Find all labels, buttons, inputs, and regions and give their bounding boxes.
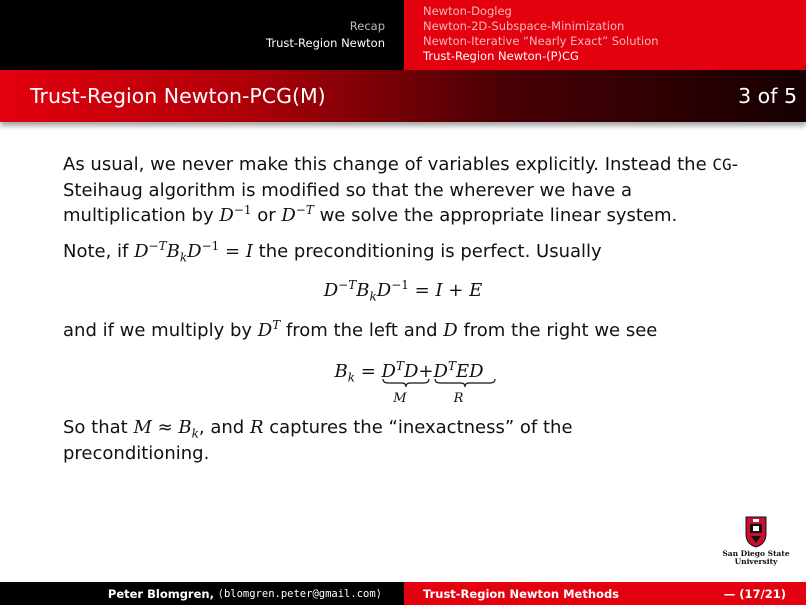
footer-author-block: [0, 582, 404, 605]
nav-section-trust-region-newton[interactable]: Trust-Region Newton: [266, 36, 385, 50]
cg-acronym: CG: [712, 155, 732, 174]
paragraph-conclusion: So that $M \approx B_k$, and R captures the “inexactness” of the preconditioning.: [63, 417, 573, 464]
footer-author: Peter Blomgren,: [107, 586, 214, 601]
underbrace-r: $D^TED$ R: [434, 359, 484, 385]
paragraph-preconditioning: Note, if $D^{-T}B_kD^{-1} = I$ the preconditioning is perfect. Usually: [63, 238, 602, 265]
display-equation-1: $D^{-T}B_kD^{-1} = I + E$: [323, 278, 483, 304]
shield-icon: [745, 516, 767, 548]
underbrace-m: $D^TD$ M: [382, 359, 419, 385]
footer-course-title: Trust-Region Newton Methods: [423, 586, 620, 601]
university-logo: [722, 516, 790, 566]
display-equation-2: $B_k = D^TD$ M $+D^TED$ R: [63, 359, 743, 411]
section-navigation: [0, 0, 806, 70]
footer-course-block: [404, 582, 806, 605]
nav-subsections: [404, 0, 806, 70]
nav-section-recap[interactable]: Recap: [349, 19, 385, 33]
paragraph-multiply: and if we multiply by $D^T$ from the left and D from the right we see: [63, 317, 658, 341]
label-r: R: [453, 391, 464, 406]
nav-subsection-2d-subspace[interactable]: Newton-2D-Subspace-Minimization: [423, 19, 625, 33]
footer-email: ⟨blomgren.peter@gmail.com⟩: [217, 587, 382, 600]
paragraph-change-of-variables: As usual, we never make this change of variables explicitly. Instead the CG-Steihaug algorithm is modified so that the wherever we have a multiplication by $D^{-1}$ or $D^{-T}$ we solve the appropriate linear system.: [63, 154, 739, 226]
math-d: D: [219, 205, 234, 226]
slide-content: [63, 152, 743, 466]
nav-subsection-iterative[interactable]: Newton-Iterative “Nearly Exact” Solution: [423, 34, 659, 48]
footer-bar: [0, 582, 806, 605]
nav-subsection-pcg[interactable]: Trust-Region Newton-(P)CG: [423, 49, 579, 63]
math-d: D: [281, 205, 296, 226]
nav-sections: [0, 0, 404, 70]
nav-subsection-dogleg[interactable]: Newton-Dogleg: [423, 4, 512, 18]
frame-title-bar: [0, 70, 806, 122]
footer-page-number: — (17/21): [723, 586, 786, 601]
logo-wordmark: San Diego State University: [722, 549, 790, 566]
inline-equation: $D^{-T}B_kD^{-1} = I$: [134, 238, 253, 265]
frame-title: Trust-Region Newton-PCG(M): [30, 84, 326, 108]
label-m: M: [393, 391, 407, 406]
frame-counter: 3 of 5: [738, 84, 797, 108]
